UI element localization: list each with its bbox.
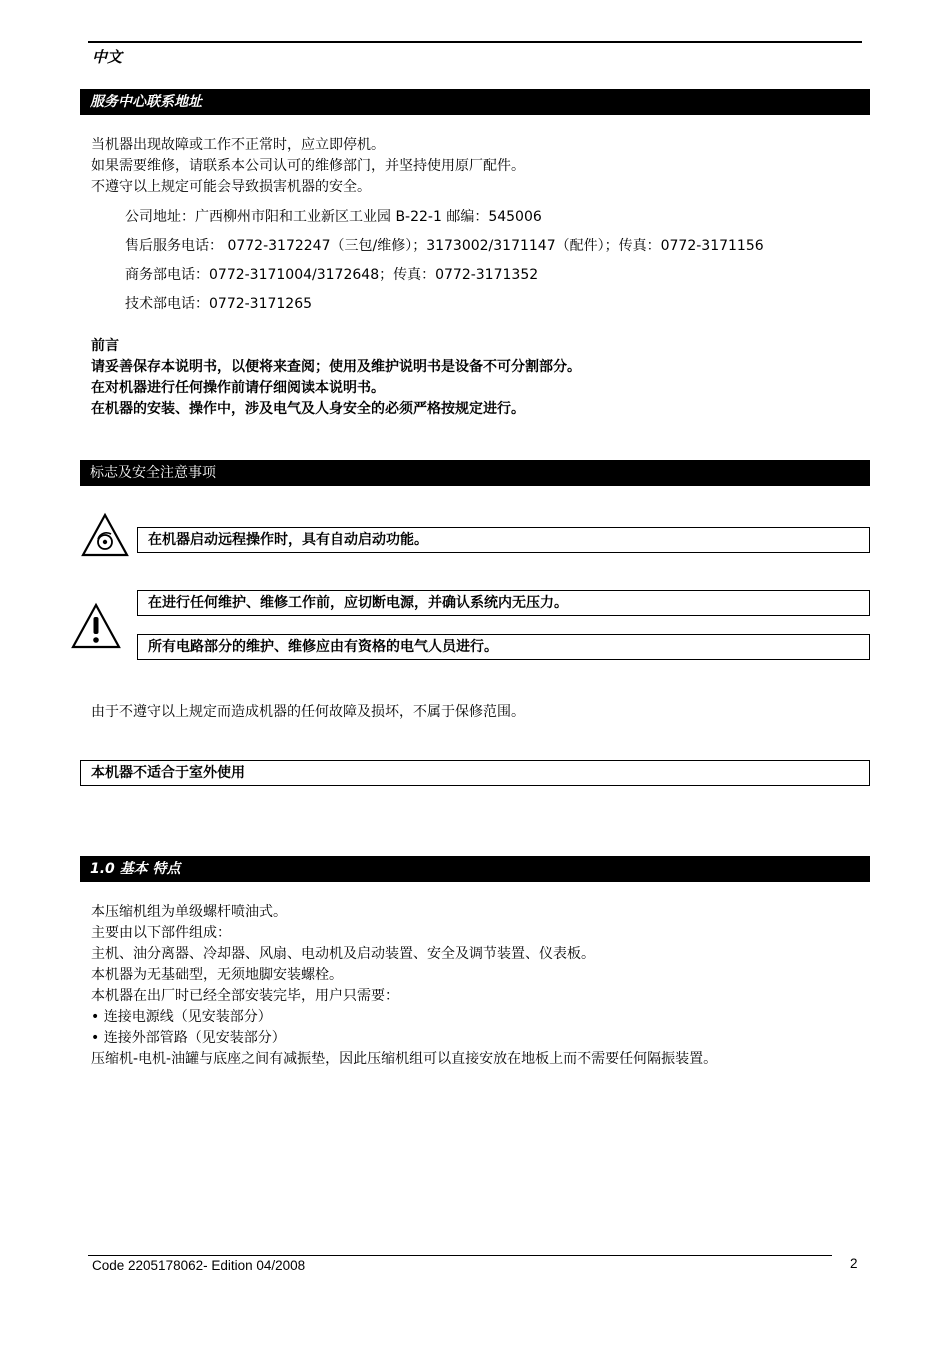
- features-section-header: 1.0 基本 特点: [80, 856, 870, 882]
- service-intro: [91, 135, 525, 198]
- feature-line: 本机器为无基础型，无须地脚安装螺栓。: [91, 967, 343, 983]
- address-line: 商务部电话：0772-3171004/3172648；传真：0772-3171352: [125, 267, 539, 283]
- feature-bullet: • 连接外部管路（见安装部分）: [91, 1030, 286, 1046]
- feature-line: 压缩机-电机-油罐与底座之间有减振垫，因此压缩机组可以直接安放在地板上而不需要任何隔振装置。: [91, 1051, 718, 1067]
- feature-bullet: • 连接电源线（见安装部分）: [91, 1009, 272, 1025]
- preface-line: 请妥善保存本说明书，以便将来查阅；使用及维护说明书是设备不可分割部分。: [91, 359, 581, 375]
- footer-code: Code 2205178062- Edition 04/2008: [92, 1258, 306, 1273]
- warning-triangle-icon: [71, 602, 121, 650]
- warranty-disclaimer: 由于不遵守以上规定而造成机器的任何故障及损坏，不属于保修范围。: [91, 704, 525, 720]
- top-rule: [88, 41, 862, 43]
- preface-line: 在机器的安装、操作中，涉及电气及人身安全的必须严格按规定进行。: [91, 401, 525, 417]
- feature-line: 主要由以下部件组成：: [91, 925, 231, 941]
- preface-title: 前言: [91, 338, 119, 354]
- features-block: [91, 902, 717, 1070]
- service-intro-line: 不遵守以上规定可能会导致损害机器的安全。: [91, 179, 371, 195]
- address-line: 公司地址：广西柳州市阳和工业新区工业园 B-22-1 邮编：545006: [125, 209, 542, 225]
- auto-start-icon: [80, 512, 130, 558]
- auto-start-warning-box: 在机器启动远程操作时，具有自动启动功能。: [137, 527, 870, 553]
- address-line: 技术部电话：0772-3171265: [125, 296, 313, 312]
- page-number: 2: [850, 1256, 858, 1271]
- footer-rule: [88, 1255, 832, 1256]
- address-line: 售后服务电话： 0772-3172247（三包/维修）；3173002/3171147（配件）；传真：0772-3171156: [125, 238, 764, 254]
- address-block: [125, 203, 764, 319]
- preface-block: [91, 336, 581, 420]
- service-intro-line: 当机器出现故障或工作不正常时，应立即停机。: [91, 137, 385, 153]
- power-off-warning-box: 在进行任何维护、维修工作前，应切断电源，并确认系统内无压力。: [137, 590, 870, 616]
- safety-section-header: 标志及安全注意事项: [80, 460, 870, 486]
- feature-line: 本压缩机组为单级螺杆喷油式。: [91, 904, 287, 920]
- electrician-warning-box: 所有电路部分的维护、维修应由有资格的电气人员进行。: [137, 634, 870, 660]
- service-section-header: 服务中心联系地址: [80, 89, 870, 115]
- feature-line: 本机器在出厂时已经全部安装完毕，用户只需要：: [91, 988, 399, 1004]
- service-intro-line: 如果需要维修，请联系本公司认可的维修部门，并坚持使用原厂配件。: [91, 158, 525, 174]
- preface-line: 在对机器进行任何操作前请仔细阅读本说明书。: [91, 380, 385, 396]
- language-label: 中文: [92, 48, 123, 66]
- feature-line: 主机、油分离器、冷却器、风扇、电动机及启动装置、安全及调节装置、仪表板。: [91, 946, 595, 962]
- outdoor-notice-box: 本机器不适合于室外使用: [80, 760, 870, 786]
